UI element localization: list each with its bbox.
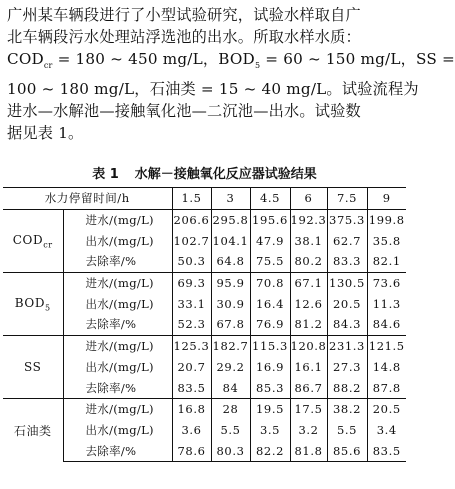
header-label: 水力停留时间/h [3, 188, 172, 210]
value-cell: 73.6 [367, 272, 406, 293]
metric-label: 去除率/% [63, 440, 172, 461]
metric-label: 去除率/% [63, 251, 172, 272]
value-cell: 64.8 [211, 251, 250, 272]
value-cell: 52.3 [172, 314, 211, 335]
value-cell: 47.9 [250, 230, 290, 251]
value-cell: 67.8 [211, 314, 250, 335]
value-cell: 3.6 [172, 420, 211, 441]
value-cell: 81.8 [290, 440, 327, 461]
table-title: 水解－接触氧化反应器试验结果 [134, 167, 317, 182]
table-row [3, 251, 406, 272]
value-cell: 67.1 [290, 272, 327, 293]
parameter-label [3, 398, 63, 461]
value-cell: 16.1 [290, 357, 327, 378]
value-cell: 29.2 [211, 357, 250, 378]
value-cell: 120.8 [290, 335, 327, 356]
value-cell: 375.3 [327, 209, 367, 230]
metric-label: 出水/(mg/L) [63, 420, 172, 441]
value-cell: 3.4 [367, 420, 406, 441]
paragraph-line-formula: $COD_{cr} = 180$ ~ 450 mg/L，$BOD_5 = 60$ ~ 150 mg/L，SS = [7, 50, 455, 71]
value-cell: 82.2 [250, 440, 290, 461]
time-header: 4.5 [250, 188, 290, 210]
value-cell: 104.1 [211, 230, 250, 251]
metric-label: 去除率/% [63, 377, 172, 398]
table-row [3, 293, 406, 314]
table-row [3, 314, 406, 335]
value-cell: 3.5 [250, 420, 290, 441]
value-cell: 125.3 [172, 335, 211, 356]
value-cell: 88.2 [327, 377, 367, 398]
parameter-subscript: 5 [45, 302, 51, 312]
table-row [3, 357, 406, 378]
value-cell: 83.5 [172, 377, 211, 398]
paragraph-line: 广州某车辆段进行了小型试验研究，试验水样取自广 [7, 6, 361, 24]
metric-label: 出水/(mg/L) [63, 230, 172, 251]
paragraph-line: 据见表 1。 [7, 124, 84, 143]
value-cell: 76.9 [250, 314, 290, 335]
value-cell: 19.5 [250, 398, 290, 419]
value-cell: 80.2 [290, 251, 327, 272]
value-cell: 78.6 [172, 440, 211, 461]
value-cell: 5.5 [327, 420, 367, 441]
value-cell: 86.7 [290, 377, 327, 398]
table-row [3, 398, 406, 419]
value-cell: 84.3 [327, 314, 367, 335]
value-cell: 121.5 [367, 335, 406, 356]
time-header: 7.5 [327, 188, 367, 210]
value-cell: 69.3 [172, 272, 211, 293]
value-cell: 16.4 [250, 293, 290, 314]
table-caption [0, 163, 409, 182]
value-cell: 130.5 [327, 272, 367, 293]
value-cell: 16.9 [250, 357, 290, 378]
value-cell: 33.1 [172, 293, 211, 314]
value-cell: 84.6 [367, 314, 406, 335]
value-cell: 85.3 [250, 377, 290, 398]
time-header: 6 [290, 188, 327, 210]
paragraph-line: 进水—水解池—接触氧化池—二沉池—出水。试验数 [7, 101, 361, 120]
table-header-row [3, 188, 406, 210]
table-row [3, 230, 406, 251]
value-cell: 115.3 [250, 335, 290, 356]
results-table [3, 187, 406, 462]
value-cell: 12.6 [290, 293, 327, 314]
value-cell: 102.7 [172, 230, 211, 251]
value-cell: 83.5 [367, 440, 406, 461]
parameter-name: SS [24, 359, 42, 374]
metric-label: 进水/(mg/L) [63, 398, 172, 419]
parameter-name: 石油类 [13, 423, 52, 438]
value-cell: 5.5 [211, 420, 250, 441]
parameter-name: COD [12, 232, 44, 247]
value-cell: 75.5 [250, 251, 290, 272]
value-cell: 20.7 [172, 357, 211, 378]
value-cell: 81.2 [290, 314, 327, 335]
metric-label: 进水/(mg/L) [63, 335, 172, 356]
table-number: 表 1 [92, 167, 119, 182]
metric-label: 去除率/% [63, 314, 172, 335]
value-cell: 38.1 [290, 230, 327, 251]
value-cell: 3.2 [290, 420, 327, 441]
metric-label: 出水/(mg/L) [63, 357, 172, 378]
value-cell: 80.3 [211, 440, 250, 461]
table-row [3, 440, 406, 461]
value-cell: 35.8 [367, 230, 406, 251]
value-cell: 84 [211, 377, 250, 398]
table-row [3, 335, 406, 356]
value-cell: 195.6 [250, 209, 290, 230]
value-cell: 231.3 [327, 335, 367, 356]
value-cell: 206.6 [172, 209, 211, 230]
value-cell: 16.8 [172, 398, 211, 419]
intro-paragraph [7, 4, 455, 144]
value-cell: 30.9 [211, 293, 250, 314]
parameter-label [3, 209, 63, 272]
value-cell: 87.8 [367, 377, 406, 398]
parameter-subscript: cr [43, 239, 53, 249]
metric-label: 出水/(mg/L) [63, 293, 172, 314]
time-header: 9 [367, 188, 406, 210]
value-cell: 20.5 [327, 293, 367, 314]
parameter-label [3, 335, 63, 398]
time-header: 3 [211, 188, 250, 210]
value-cell: 82.1 [367, 251, 406, 272]
value-cell: 192.3 [290, 209, 327, 230]
value-cell: 17.5 [290, 398, 327, 419]
table-row [3, 377, 406, 398]
value-cell: 83.3 [327, 251, 367, 272]
time-header: 1.5 [172, 188, 211, 210]
value-cell: 27.3 [327, 357, 367, 378]
paragraph-line: 北车辆段污水处理站浮选池的出水。所取水样水质： [7, 28, 361, 47]
value-cell: 28 [211, 398, 250, 419]
value-cell: 295.8 [211, 209, 250, 230]
value-cell: 95.9 [211, 272, 250, 293]
parameter-label [3, 272, 63, 335]
value-cell: 70.8 [250, 272, 290, 293]
parameter-name: BOD [14, 295, 46, 310]
metric-label: 进水/(mg/L) [63, 272, 172, 293]
value-cell: 11.3 [367, 293, 406, 314]
value-cell: 182.7 [211, 335, 250, 356]
metric-label: 进水/(mg/L) [63, 209, 172, 230]
table-row [3, 209, 406, 230]
paragraph-line: 100 ~ 180 mg/L，石油类 = 15 ~ 40 mg/L。试验流程为 [7, 79, 419, 98]
value-cell: 62.7 [327, 230, 367, 251]
table-row [3, 420, 406, 441]
value-cell: 50.3 [172, 251, 211, 272]
table-body [3, 209, 406, 461]
value-cell: 199.8 [367, 209, 406, 230]
value-cell: 38.2 [327, 398, 367, 419]
value-cell: 14.8 [367, 357, 406, 378]
value-cell: 85.6 [327, 440, 367, 461]
table-row [3, 272, 406, 293]
value-cell: 20.5 [367, 398, 406, 419]
